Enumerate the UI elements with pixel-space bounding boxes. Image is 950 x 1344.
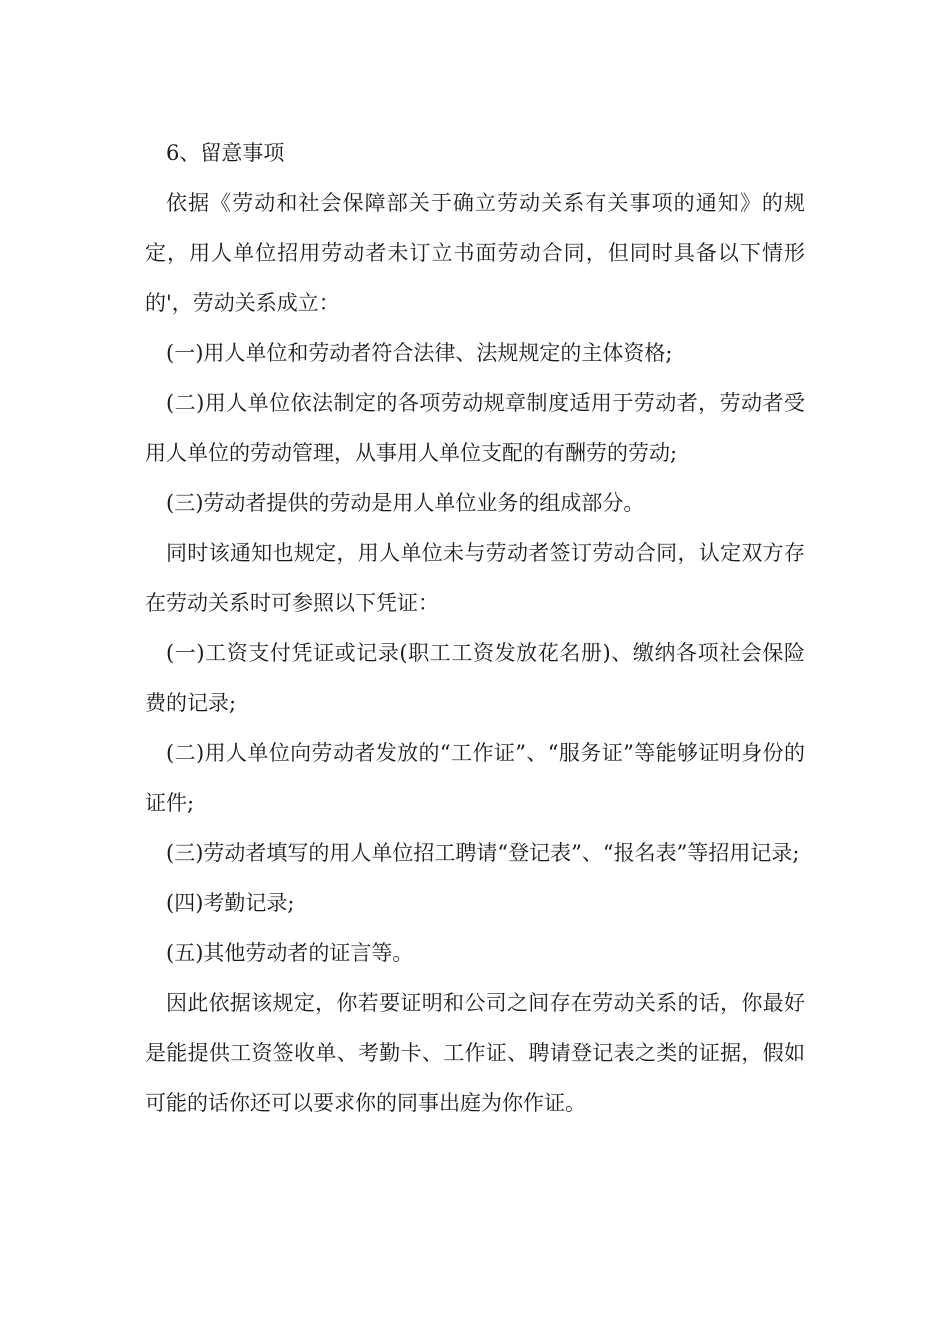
paragraph-evidence-intro: 同时该通知也规定，用人单位未与劳动者签订劳动合同，认定双方存在劳动关系时可参照以下凭证： — [145, 541, 805, 615]
list-item-condition-3: (三)劳动者提供的劳动是用人单位业务的组成部分。 — [166, 491, 645, 515]
document-body — [145, 128, 805, 1128]
list-item-condition-1: (一)用人单位和劳动者符合法律、法规规定的主体资格; — [166, 341, 673, 365]
list-item-evidence-2: (二)用人单位向劳动者发放的“工作证”、“服务证”等能够证明身份的证件; — [145, 741, 805, 815]
section-heading: 6、留意事项 — [166, 141, 285, 165]
list-item-evidence-3: (三)劳动者填写的用人单位招工聘请“登记表”、“报名表”等招用记录; — [166, 841, 800, 865]
list-item-evidence-1: (一)工资支付凭证或记录(职工工资发放花名册)、缴纳各项社会保险费的记录; — [145, 641, 805, 715]
list-item-evidence-5: (五)其他劳动者的证言等。 — [166, 941, 414, 965]
list-item-condition-2: (二)用人单位依法制定的各项劳动规章制度适用于劳动者，劳动者受用人单位的劳动管理，从事用人单位支配的有酬劳的劳动; — [145, 391, 805, 465]
paragraph-basis: 依据《劳动和社会保障部关于确立劳动关系有关事项的通知》的规定，用人单位招用劳动者未订立书面劳动合同，但同时具备以下情形的'，劳动关系成立： — [145, 191, 805, 315]
list-item-evidence-4: (四)考勤记录; — [166, 891, 295, 915]
paragraph-conclusion: 因此依据该规定，你若要证明和公司之间存在劳动关系的话，你最好是能提供工资签收单、考勤卡、工作证、聘请登记表之类的证据，假如可能的话你还可以要求你的同事出庭为你作证。 — [145, 991, 805, 1115]
